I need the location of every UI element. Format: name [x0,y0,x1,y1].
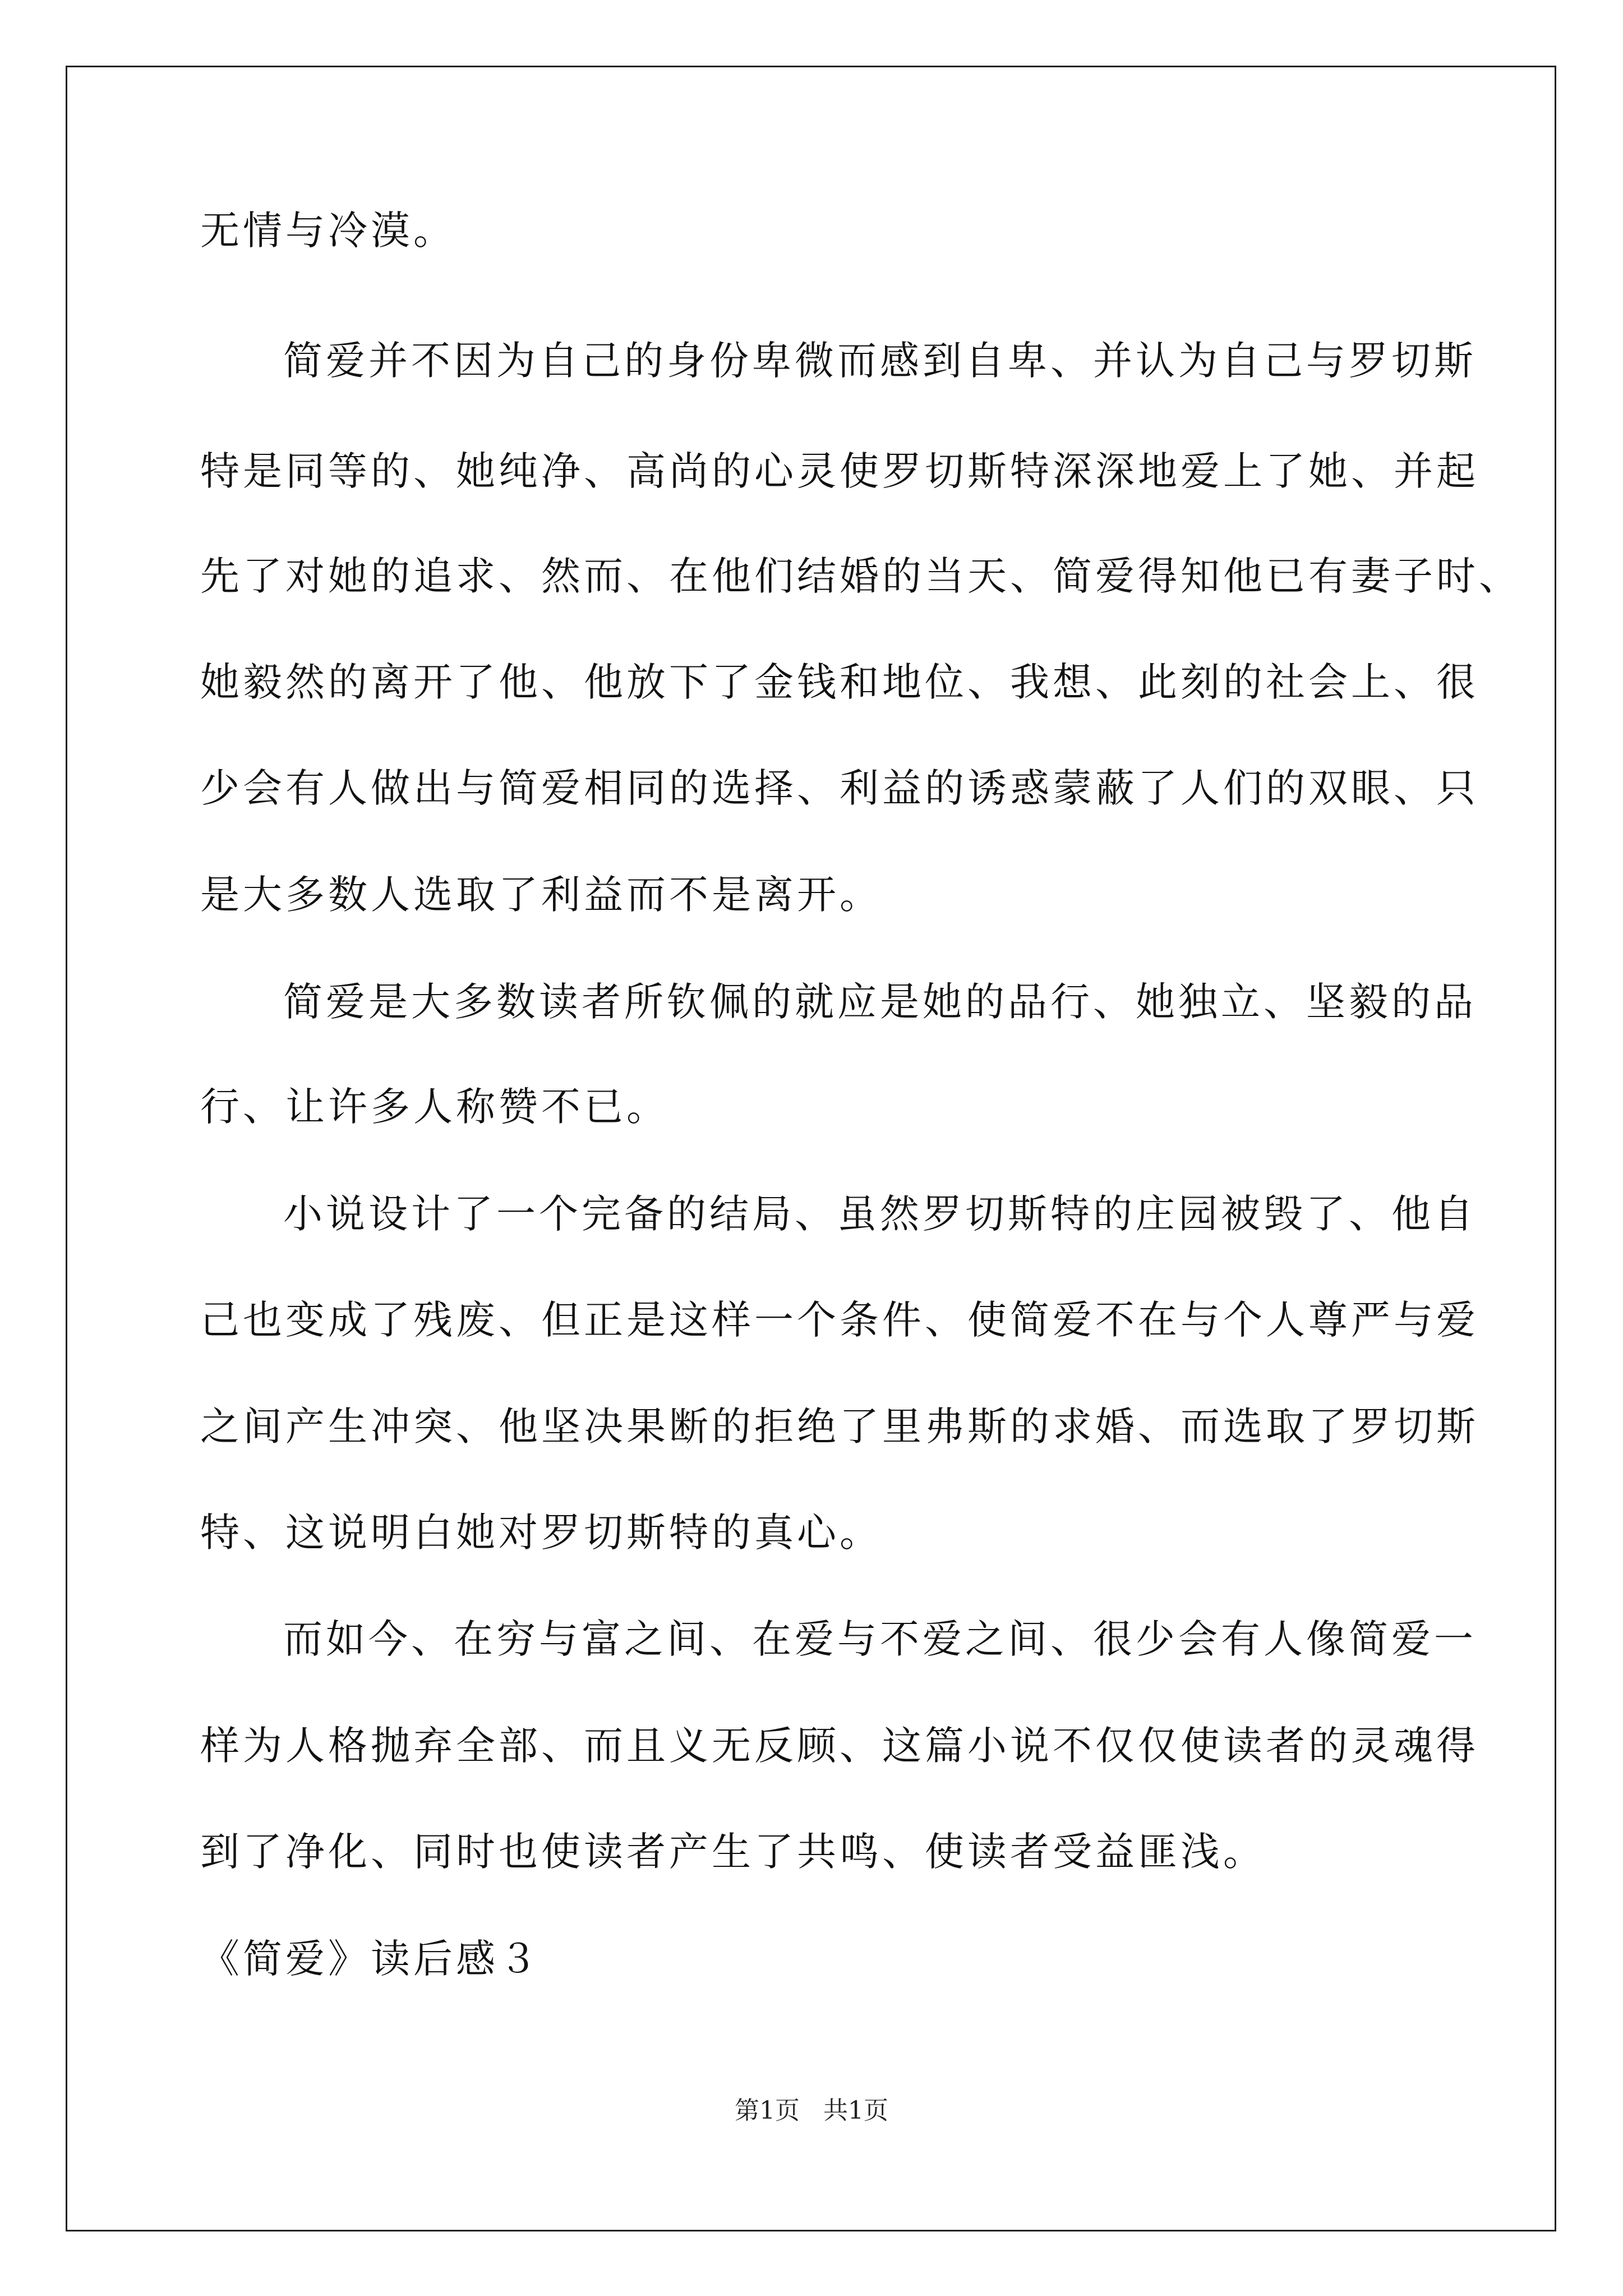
text-line: 样为人格抛弃全部、而且义无反顾、这篇小说不仅仅使读者的灵魂得 [200,1723,1479,1769]
text-line: 特是同等的、她纯净、高尚的心灵使罗切斯特深深地爱上了她、并起 [200,448,1479,494]
page-footer [0,2095,1623,2127]
text-line: 先了对她的追求、然而、在他们结婚的当天、简爱得知他已有妻子时、 [200,553,1521,599]
paragraph-line: 简爱是大多数读者所钦佩的就应是她的品行、她独立、坚毅的品 [283,979,1477,1025]
text-line: 她毅然的离开了他、他放下了金钱和地位、我想、此刻的社会上、很 [200,659,1479,705]
text-line: 到了净化、同时也使读者产生了共鸣、使读者受益匪浅。 [200,1829,1266,1875]
text-line: 之间产生冲突、他坚决果断的拒绝了里弗斯的求婚、而选取了罗切斯 [200,1404,1479,1450]
page-number: 第1页 [735,2096,800,2125]
text-line: 无情与冷漠。 [200,208,456,254]
paragraph-line: 而如今、在穷与富之间、在爱与不爱之间、很少会有人像简爱一 [283,1616,1477,1662]
paragraph-line: 简爱并不因为自己的身份卑微而感到自卑、并认为自己与罗切斯 [283,338,1477,384]
text-line: 是大多数人选取了利益而不是离开。 [200,872,882,918]
page-border [66,66,1556,2231]
section-heading: 《简爱》读后感３ [200,1936,541,1982]
text-line: 少会有人做出与简爱相同的选择、利益的诱惑蒙蔽了人们的双眼、只 [200,765,1479,811]
text-line: 特、这说明白她对罗切斯特的真心。 [200,1510,882,1556]
text-line: 行、让许多人称赞不已。 [200,1084,669,1130]
text-line: 己也变成了残废、但正是这样一个条件、使简爱不在与个人尊严与爱 [200,1297,1479,1343]
paragraph-line: 小说设计了一个完备的结局、虽然罗切斯特的庄园被毁了、他自 [283,1191,1477,1237]
page-total: 共1页 [823,2096,888,2125]
